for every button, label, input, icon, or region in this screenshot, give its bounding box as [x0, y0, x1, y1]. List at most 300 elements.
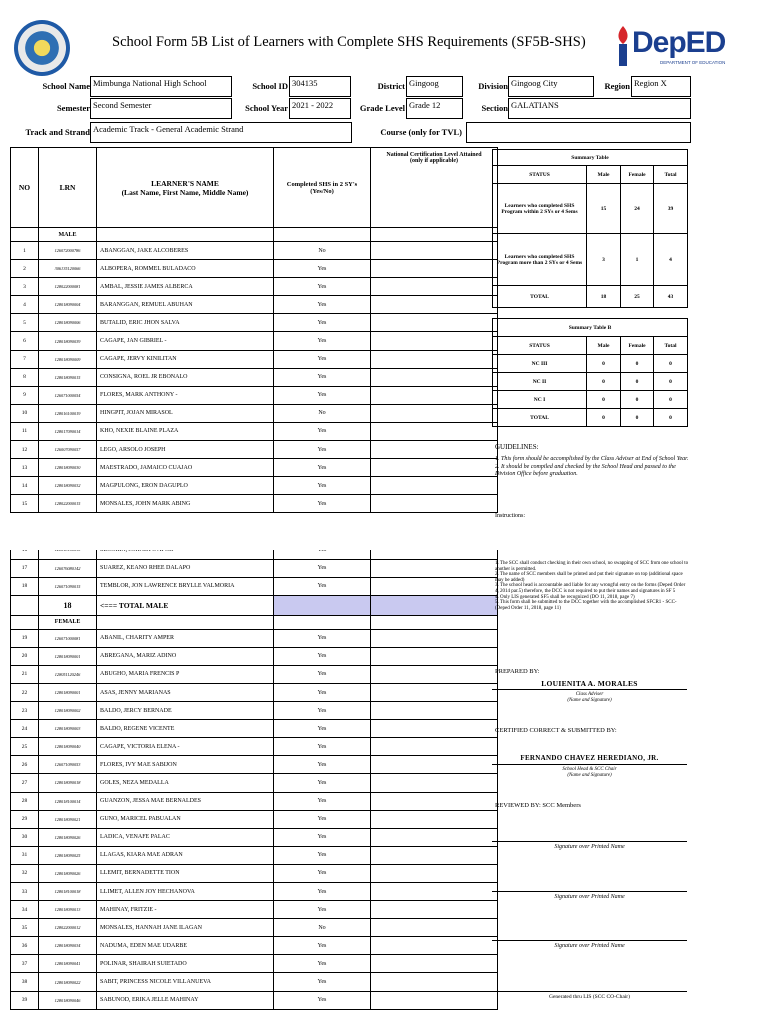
row-lrn: 128018090022 [39, 973, 97, 991]
col-header-ncl-line2: (only if applicable) [409, 158, 458, 164]
summary-b-status: NC I [493, 391, 587, 409]
school-id-field[interactable]: 304135 [289, 76, 351, 97]
summary-a-male: 18 [587, 286, 621, 308]
row-number: 29 [11, 810, 39, 828]
row-learner-name: CONSIGNA, ROEL JR EBONALO [97, 368, 274, 386]
table-row [11, 647, 498, 665]
row-lrn: 128018090046 [39, 991, 97, 1009]
summary-b-title: Summary Table B [493, 319, 688, 337]
row-ncl [371, 332, 498, 350]
deped-logo [610, 22, 760, 70]
row-completed: Yes [274, 314, 371, 332]
row-learner-name: MONSALES, HANNAH JANE ILAGAN [97, 919, 274, 937]
row-learner-name: TEMBLOR, JON LAWRENCE BRYLLE VALMORIA [97, 577, 274, 595]
table-row [11, 495, 498, 513]
row-completed: Yes [274, 477, 371, 495]
row-lrn: 128018090032 [39, 477, 97, 495]
row-completed: Yes [274, 810, 371, 828]
col-header-completed-line2: (Yes/No) [310, 187, 334, 195]
summary-a-status: Learners who completed SHS Program more than 2 SYs or 4 Sems [493, 234, 587, 286]
row-learner-name: MAGPULONG, ERON DAGUPLO [97, 477, 274, 495]
scc-member-signature-line [492, 940, 687, 941]
row-ncl [371, 683, 498, 701]
row-ncl [371, 314, 498, 332]
adviser-role [492, 692, 687, 704]
row-learner-name: GUANZON, JESSA MAE BERNALDES [97, 792, 274, 810]
summary-b-female: 0 [621, 355, 654, 373]
row-lrn: 128018090034 [39, 937, 97, 955]
row-lrn: 126071000054 [39, 386, 97, 404]
row-learner-name: GOLES, NEZA MEDALLA [97, 774, 274, 792]
table-row [11, 937, 498, 955]
row-completed: Yes [274, 386, 371, 404]
row-completed: Yes [274, 702, 371, 720]
row-lrn: 128018090026 [39, 828, 97, 846]
table-row [11, 702, 498, 720]
row-ncl [371, 883, 498, 901]
region-field[interactable]: Region X [631, 76, 691, 97]
col-header-name-line1: LEARNER'S NAME [151, 178, 219, 188]
row-number: 15 [11, 495, 39, 513]
row-completed: Yes [274, 991, 371, 1009]
row-completed: Yes [274, 278, 371, 296]
semester-label: Semester [56, 103, 90, 113]
row-lrn: 128018090015 [39, 368, 97, 386]
table-row [11, 278, 498, 296]
row-ncl [371, 404, 498, 422]
summary-b-total: 0 [654, 355, 688, 373]
school-name-field[interactable]: Mimbunga National High School [90, 76, 232, 97]
row-learner-name: ABANGGAN, JAKE ALCOBERES [97, 242, 274, 260]
row-completed: Yes [274, 756, 371, 774]
row-learner-name: CAGAPE, VICTORIA ELENA - [97, 738, 274, 756]
table-row [11, 332, 498, 350]
table-row [11, 720, 498, 738]
row-ncl [371, 242, 498, 260]
row-ncl [371, 846, 498, 864]
row-ncl [371, 386, 498, 404]
row-learner-name: ABREGANA, MARIZ ADINO [97, 647, 274, 665]
total-male-row [11, 595, 498, 615]
row-ncl [371, 702, 498, 720]
total-male-blank [11, 595, 39, 615]
scc-cochair-signature-line [492, 991, 687, 992]
row-learner-name: MONSALES, JOHN MARK ABING [97, 495, 274, 513]
table-row [11, 756, 498, 774]
row-ncl [371, 738, 498, 756]
row-completed: Yes [274, 883, 371, 901]
table-row [11, 459, 498, 477]
row-lrn: 128022000012 [39, 919, 97, 937]
summary-a-row [493, 234, 688, 286]
row-completed: No [274, 242, 371, 260]
scc-member-signature-line [492, 891, 687, 892]
row-completed: Yes [274, 495, 371, 513]
instruction-item: 1. The SCC shall conduct checking in their own school, no swapping of SCC from one school to another is permitted. [495, 561, 689, 572]
row-learner-name: LEGO, ARSOLO JOSEPH [97, 441, 274, 459]
deped-logo-text: DepED [632, 26, 726, 59]
summary-b-male: 0 [587, 391, 621, 409]
table-row [11, 901, 498, 919]
row-learner-name: LLIMET, ALLEN JOY HECHANOVA [97, 883, 274, 901]
adviser-role-line1: Class Adviser [575, 692, 604, 697]
summary-a-total-row [493, 286, 688, 308]
col-header-ncl-line1: National Certification Level Attained [386, 152, 482, 158]
row-number: 37 [11, 955, 39, 973]
track-strand-label: Track and Strand [25, 127, 90, 137]
row-learner-name: MAHINAY, FRITZIE - [97, 901, 274, 919]
signature-caption: Signature over Printed Name [554, 943, 625, 949]
table-row [11, 477, 498, 495]
school-name-label: School Name [42, 81, 90, 91]
row-lrn: 126072000786 [39, 242, 97, 260]
row-completed: Yes [274, 332, 371, 350]
school-id-label: School ID [252, 81, 288, 91]
grade-level-field[interactable]: Grade 12 [406, 98, 463, 119]
row-number: 30 [11, 828, 39, 846]
row-lrn: 128018090006 [39, 314, 97, 332]
row-lrn: 128018090018 [39, 774, 97, 792]
row-ncl [371, 991, 498, 1009]
table-row [11, 792, 498, 810]
row-ncl [371, 720, 498, 738]
row-number: 10 [11, 404, 39, 422]
row-ncl [371, 368, 498, 386]
col-header-completed-line1: Completed SHS in 2 SY's [286, 180, 358, 188]
school-head-signature-line [492, 764, 687, 765]
row-learner-name: NADUMA, EDEN MAE UDARBE [97, 937, 274, 955]
row-learner-name: BUTALID, ERIC JHON SALVA [97, 314, 274, 332]
row-learner-name: POLINAR, SHAIRAH SUIETADO [97, 955, 274, 973]
row-number: 20 [11, 647, 39, 665]
row-completed: Yes [274, 901, 371, 919]
row-completed: Yes [274, 792, 371, 810]
table-row [11, 665, 498, 683]
row-number: 28 [11, 792, 39, 810]
table-row [11, 441, 498, 459]
row-lrn: 128017090014 [39, 422, 97, 440]
row-learner-name: SABIT, PRINCESS NICOLE VILLANUEVA [97, 973, 274, 991]
division-field[interactable]: Gingoog City [508, 76, 594, 97]
table-row [11, 683, 498, 701]
summary-b-total: 0 [654, 373, 688, 391]
summary-a-total: 4 [654, 234, 688, 286]
col-header-name-line2: (Last Name, First Name, Middle Name) [121, 187, 249, 197]
row-number: 5 [11, 314, 39, 332]
row-lrn: 128018090013 [39, 901, 97, 919]
row-number: 1 [11, 242, 39, 260]
row-ncl [371, 629, 498, 647]
row-number: 8 [11, 368, 39, 386]
row-completed: Yes [274, 738, 371, 756]
row-completed: Yes [274, 459, 371, 477]
row-ncl [371, 422, 498, 440]
row-number: 17 [11, 559, 39, 577]
row-number: 13 [11, 459, 39, 477]
school-year-field[interactable]: 2021 - 2022 [289, 98, 351, 119]
summary-table-b [492, 318, 688, 427]
row-lrn: 128018090001 [39, 647, 97, 665]
guideline-item: 2. It should be compiled and checked by the School Head and passed to the Division Office before graduation. [495, 463, 676, 477]
row-learner-name: BALDO, REGENE VICENTE [97, 720, 274, 738]
row-lrn: 126071090015 [39, 577, 97, 595]
summary-a-row [493, 184, 688, 234]
school-head-role-line1: School Head & SCC Chair [562, 767, 617, 772]
prepared-by-label: PREPARED BY: [495, 668, 540, 675]
row-lrn: 128018100014 [39, 792, 97, 810]
table-row [11, 314, 498, 332]
row-learner-name: KHO, NEXIE BLAINE PLAZA [97, 422, 274, 440]
row-completed: Yes [274, 973, 371, 991]
semester-field[interactable]: Second Semester [90, 98, 232, 119]
section-label: Section [481, 103, 508, 113]
row-learner-name: BARANGGAN, REMUEL ABUHAN [97, 296, 274, 314]
summary-b-female: 0 [621, 373, 654, 391]
certified-by-label: CERTIFIED CORRECT & SUBMITTED BY: [495, 727, 617, 734]
summary-a-col-male: Male [587, 166, 621, 184]
row-learner-name: ABUGHO, MARIA FRENCIS P [97, 665, 274, 683]
row-completed: Yes [274, 350, 371, 368]
row-number: 27 [11, 774, 39, 792]
row-learner-name: ABANIL, CHARITY AMPER [97, 629, 274, 647]
section-field[interactable]: GALATIANS [508, 98, 691, 119]
table-row [11, 846, 498, 864]
summary-b-col-male: Male [587, 337, 621, 355]
row-number: 23 [11, 702, 39, 720]
summary-b-total: 0 [654, 409, 688, 427]
row-completed: Yes [274, 577, 371, 595]
school-head-role-line2: (Name and Signature) [567, 773, 612, 778]
table-row [11, 422, 498, 440]
school-head-name: FERNANDO CHAVEZ HEREDIANO, JR. [520, 754, 659, 762]
row-number: 11 [11, 422, 39, 440]
row-ncl [371, 937, 498, 955]
signature-caption: Signature over Printed Name [554, 844, 625, 850]
row-lrn: 126071000081 [39, 629, 97, 647]
row-lrn: 128018090025 [39, 846, 97, 864]
course-label: Course (only for TVL) [380, 127, 462, 137]
row-completed: Yes [274, 683, 371, 701]
table-row [11, 810, 498, 828]
row-number: 35 [11, 919, 39, 937]
row-number: 12 [11, 441, 39, 459]
row-learner-name: MAESTRADO, JAMAICO CUAJAO [97, 459, 274, 477]
track-strand-field[interactable]: Academic Track - General Academic Strand [90, 122, 352, 143]
male-section-row [11, 228, 498, 242]
school-head-role [492, 767, 687, 779]
table-row [11, 350, 498, 368]
deped-logo-subtext: DEPARTMENT OF EDUCATION [660, 60, 726, 65]
summary-b-total: 0 [654, 391, 688, 409]
summary-a-male: 15 [587, 184, 621, 234]
row-learner-name: ALBOPERA, ROMMEL BULADACO [97, 260, 274, 278]
row-lrn: 126007090057 [39, 441, 97, 459]
row-ncl [371, 441, 498, 459]
row-number: 18 [11, 577, 39, 595]
row-lrn: 128018090001 [39, 683, 97, 701]
row-lrn: 128018090021 [39, 810, 97, 828]
row-lrn: 128018090026 [39, 864, 97, 882]
table-row [11, 368, 498, 386]
district-field[interactable]: Gingoog [406, 76, 463, 97]
row-lrn: 128018100018 [39, 883, 97, 901]
summary-b-female: 0 [621, 391, 654, 409]
table-row [11, 774, 498, 792]
female-section-blank [11, 615, 39, 629]
row-completed: Yes [274, 441, 371, 459]
row-number: 38 [11, 973, 39, 991]
row-lrn: 306135120066 [39, 260, 97, 278]
row-learner-name: FLORES, IVY MAE SABIJON [97, 756, 274, 774]
row-learner-name: SUAREZ, KEANO RHEE DALAPO [97, 559, 274, 577]
row-lrn: 128018090041 [39, 955, 97, 973]
row-number: 36 [11, 937, 39, 955]
row-completed: Yes [274, 629, 371, 647]
col-header-lrn: LRN [39, 148, 97, 228]
row-lrn: 128022000015 [39, 495, 97, 513]
school-seal-logo [14, 20, 70, 76]
reviewed-by-label: REVIEWED BY: SCC Members [495, 802, 581, 809]
row-learner-name: LADICA, VENAFE PALAC [97, 828, 274, 846]
summary-b-status: NC III [493, 355, 587, 373]
summary-b-row [493, 355, 688, 373]
summary-a-female: 1 [621, 234, 654, 286]
female-section-blank [371, 615, 498, 629]
row-number: 21 [11, 665, 39, 683]
summary-b-row [493, 373, 688, 391]
row-completed: Yes [274, 260, 371, 278]
row-ncl [371, 810, 498, 828]
scc-member-signature-line [492, 841, 687, 842]
row-completed: Yes [274, 864, 371, 882]
col-header-no: NO [11, 148, 39, 228]
summary-a-total: 39 [654, 184, 688, 234]
table-row [11, 577, 498, 595]
course-field[interactable] [466, 122, 691, 143]
row-completed: Yes [274, 296, 371, 314]
row-lrn: 128018090040 [39, 738, 97, 756]
table-row [11, 559, 498, 577]
grade-level-label: Grade Level [359, 103, 405, 113]
row-ncl [371, 577, 498, 595]
summary-b-male: 0 [587, 409, 621, 427]
female-section-blank [97, 615, 274, 629]
row-number: 4 [11, 296, 39, 314]
row-number: 14 [11, 477, 39, 495]
row-learner-name: ASAS, JENNY MARIANAS [97, 683, 274, 701]
table-header-row [11, 148, 498, 228]
col-header-name [97, 148, 274, 228]
school-year-label: School Year [245, 103, 288, 113]
row-lrn: 128022000081 [39, 278, 97, 296]
row-number: 26 [11, 756, 39, 774]
instructions-heading: Instructions: [495, 513, 525, 519]
table-row [11, 828, 498, 846]
summary-a-col-status: STATUS [493, 166, 587, 184]
row-learner-name: HINGPIT, JOJAN MIRASOL [97, 404, 274, 422]
table-row [11, 296, 498, 314]
row-number: 19 [11, 629, 39, 647]
table-row [11, 973, 498, 991]
row-completed: Yes [274, 422, 371, 440]
summary-a-col-total: Total [654, 166, 688, 184]
summary-a-status: TOTAL [493, 286, 587, 308]
row-ncl [371, 459, 498, 477]
row-learner-name: CAGAPE, JAN GIBRIEL - [97, 332, 274, 350]
row-learner-name: BALDO, JERCY BERNADE [97, 702, 274, 720]
row-ncl [371, 828, 498, 846]
instruction-item: 2. The name of SCC members shall be printed and put their signature on top (additional space may be added) [495, 572, 683, 583]
summary-b-total-row [493, 409, 688, 427]
row-completed: Yes [274, 647, 371, 665]
row-number: 24 [11, 720, 39, 738]
row-number: 34 [11, 901, 39, 919]
row-learner-name: GUNO, MARICEL PABUALAN [97, 810, 274, 828]
summary-b-col-total: Total [654, 337, 688, 355]
lis-caption: Generated thru LIS (SCC CO-Chair) [549, 994, 630, 1000]
row-completed: Yes [274, 665, 371, 683]
female-section-blank [274, 615, 371, 629]
division-label: Division [478, 81, 508, 91]
row-ncl [371, 756, 498, 774]
summary-b-status: TOTAL [493, 409, 587, 427]
guidelines-text [495, 456, 695, 479]
row-ncl [371, 278, 498, 296]
summary-a-status: Learners who completed SHS Program within 2 SYs or 4 Sems [493, 184, 587, 234]
summary-b-female: 0 [621, 409, 654, 427]
table-row [11, 864, 498, 882]
total-male-highlight [371, 595, 498, 615]
row-number: 9 [11, 386, 39, 404]
row-lrn: 128018090004 [39, 296, 97, 314]
row-ncl [371, 665, 498, 683]
row-number: 7 [11, 350, 39, 368]
row-number: 33 [11, 883, 39, 901]
row-ncl [371, 260, 498, 278]
row-ncl [371, 792, 498, 810]
district-label: District [377, 81, 405, 91]
row-completed: Yes [274, 559, 371, 577]
adviser-signature-line [492, 689, 687, 690]
row-ncl [371, 973, 498, 991]
male-section-label: MALE [39, 228, 97, 242]
row-completed: Yes [274, 774, 371, 792]
row-ncl [371, 296, 498, 314]
row-lrn: 126076080142 [39, 559, 97, 577]
guideline-item: 1. This form should be accomplished by the Class Adviser at End of School Year. [495, 456, 689, 462]
row-lrn: 128018090003 [39, 720, 97, 738]
row-ncl [371, 495, 498, 513]
row-learner-name: LLEMIT, BERNADETTE TION [97, 864, 274, 882]
table-row [11, 386, 498, 404]
table-row [11, 242, 498, 260]
row-number: 32 [11, 864, 39, 882]
row-ncl [371, 955, 498, 973]
form-title: School Form 5B List of Learners with Complete SHS Requirements (SF5B-SHS) [112, 34, 586, 50]
row-number: 25 [11, 738, 39, 756]
row-lrn: 128018090039 [39, 332, 97, 350]
row-completed: Yes [274, 846, 371, 864]
row-lrn: 128018090002 [39, 702, 97, 720]
row-ncl [371, 647, 498, 665]
learners-table [10, 147, 498, 1010]
table-row [11, 260, 498, 278]
summary-a-title: Summary Table [493, 150, 688, 166]
table-row [11, 629, 498, 647]
table-row [11, 738, 498, 756]
row-ncl [371, 477, 498, 495]
col-header-completed [274, 148, 371, 228]
